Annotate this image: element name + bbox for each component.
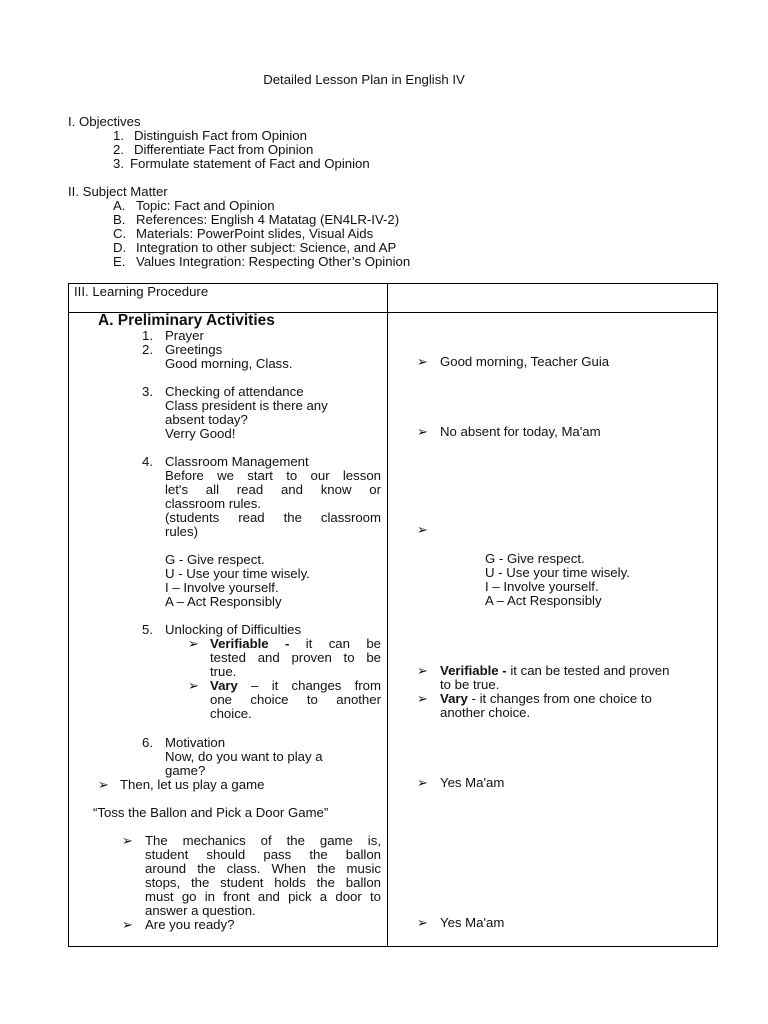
management-line-4: (students read the classroom	[165, 510, 381, 525]
objective-3: Formulate statement of Fact and Opinion	[130, 156, 370, 171]
bullet-icon: ➢	[417, 522, 429, 537]
motivation-label: Motivation	[165, 735, 226, 750]
student-vary-line-2: another choice.	[440, 705, 531, 720]
subject-matter-heading: II. Subject Matter	[68, 184, 168, 199]
objective-3-num: 3.	[113, 156, 124, 171]
mechanics-line-3: around the class. When the music	[145, 861, 381, 876]
student-rule-i: I – Involve yourself.	[485, 579, 599, 594]
bullet-icon: ➢	[188, 678, 200, 693]
student-rule-g: G - Give respect.	[485, 551, 585, 566]
game-title: “Toss the Ballon and Pick a Door Game”	[93, 805, 329, 820]
bullet-icon: ➢	[417, 775, 429, 790]
subject-item-d: Integration to other subject: Science, and AP	[136, 240, 397, 255]
student-rule-u: U - Use your time wisely.	[485, 565, 630, 580]
subject-item-b-letter: B.	[113, 212, 126, 227]
verifiable-def: it can be	[305, 636, 381, 651]
subject-item-e-letter: E.	[113, 254, 126, 269]
are-you-ready: Are you ready?	[145, 917, 235, 932]
teacher-vary-line-1	[210, 679, 381, 693]
subject-item-c-letter: C.	[113, 226, 127, 241]
greetings-label: Greetings	[165, 342, 223, 357]
table-header-left: III. Learning Procedure	[74, 284, 209, 299]
management-line-1: Before we start to our lesson	[165, 468, 381, 483]
student-absent: No absent for today, Ma'am	[440, 424, 601, 439]
mechanics-line-6: answer a question.	[145, 903, 256, 918]
student-rule-a: A – Act Responsibly	[485, 593, 602, 608]
objectives-heading: I. Objectives	[68, 114, 141, 129]
prayer-label: Prayer	[165, 328, 204, 343]
management-line-3: classroom rules.	[165, 496, 262, 511]
subject-item-a-letter: A.	[113, 198, 126, 213]
teacher-rule-g: G - Give respect.	[165, 552, 265, 567]
objective-1: Distinguish Fact from Opinion	[134, 128, 307, 143]
teacher-vary-line-2: one choice to another	[210, 692, 381, 707]
subject-item-a: Topic: Fact and Opinion	[136, 198, 275, 213]
attendance-line-3: Verry Good!	[165, 426, 236, 441]
motivation-line-1: Now, do you want to play a	[165, 749, 323, 764]
section-preliminary-activities: A. Preliminary Activities	[98, 312, 275, 329]
table-column-divider	[387, 283, 388, 947]
student-verifiable-line-1	[440, 664, 669, 678]
student-vary-def: - it changes from one choice to	[471, 691, 652, 706]
bullet-icon: ➢	[122, 917, 134, 932]
subject-item-e: Values Integration: Respecting Other’s Opinion	[136, 254, 411, 269]
bullet-icon: ➢	[98, 777, 110, 792]
mechanics-line-1: The mechanics of the game is,	[145, 833, 381, 848]
teacher-verifiable-line-1	[210, 637, 381, 651]
bullet-icon: ➢	[417, 691, 429, 706]
objective-2: Differentiate Fact from Opinion	[134, 142, 314, 157]
student-yes-1: Yes Ma'am	[440, 775, 505, 790]
management-num: 4.	[142, 454, 153, 469]
greetings-num: 2.	[142, 342, 153, 357]
attendance-num: 3.	[142, 384, 153, 399]
attendance-label: Checking of attendance	[165, 384, 304, 399]
subject-item-b: References: English 4 Matatag (EN4LR-IV-2)	[136, 212, 400, 227]
page-title: Detailed Lesson Plan in English IV	[263, 72, 465, 87]
teacher-verifiable-line-3: true.	[210, 664, 237, 679]
difficulties-num: 5.	[142, 622, 153, 637]
student-verifiable-term: Verifiable -	[440, 663, 507, 678]
attendance-line-2: absent today?	[165, 412, 248, 427]
management-line-5: rules)	[165, 524, 198, 539]
prayer-num: 1.	[142, 328, 153, 343]
student-verifiable-line-2: to be true.	[440, 677, 500, 692]
teacher-rule-i: I – Involve yourself.	[165, 580, 279, 595]
teacher-rule-u: U - Use your time wisely.	[165, 566, 310, 581]
objective-2-num: 2.	[113, 142, 124, 157]
student-vary-term: Vary	[440, 691, 468, 706]
verifiable-term: Verifiable -	[210, 636, 290, 651]
student-greeting: Good morning, Teacher Guia	[440, 354, 610, 369]
lets-play-line: Then, let us play a game	[120, 777, 265, 792]
student-vary-line-1	[440, 692, 652, 706]
bullet-icon: ➢	[417, 663, 429, 678]
student-yes-2: Yes Ma'am	[440, 915, 505, 930]
objective-1-num: 1.	[113, 128, 124, 143]
motivation-num: 6.	[142, 735, 153, 750]
bullet-icon: ➢	[417, 424, 429, 439]
vary-def: – it changes from	[251, 678, 382, 693]
difficulties-label: Unlocking of Difficulties	[165, 622, 302, 637]
management-line-2: let's all read and know or	[165, 482, 381, 497]
mechanics-line-4: stops, the student holds the ballon	[145, 875, 381, 890]
bullet-icon: ➢	[188, 636, 200, 651]
mechanics-line-2: student should pass the ballon	[145, 847, 381, 862]
subject-item-c: Materials: PowerPoint slides, Visual Aids	[136, 226, 374, 241]
vary-term: Vary	[210, 678, 238, 693]
subject-item-d-letter: D.	[113, 240, 127, 255]
bullet-icon: ➢	[122, 833, 134, 848]
management-label: Classroom Management	[165, 454, 309, 469]
student-verifiable-def: it can be tested and proven	[510, 663, 670, 678]
bullet-icon: ➢	[417, 354, 429, 369]
teacher-vary-line-3: choice.	[210, 706, 252, 721]
teacher-rule-a: A – Act Responsibly	[165, 594, 282, 609]
teacher-greeting: Good morning, Class.	[165, 356, 293, 371]
attendance-line-1: Class president is there any	[165, 398, 328, 413]
teacher-verifiable-line-2: tested and proven to be	[210, 650, 381, 665]
mechanics-line-5: must go in front and pick a door to	[145, 889, 381, 904]
bullet-icon: ➢	[417, 915, 429, 930]
motivation-line-2: game?	[165, 763, 206, 778]
